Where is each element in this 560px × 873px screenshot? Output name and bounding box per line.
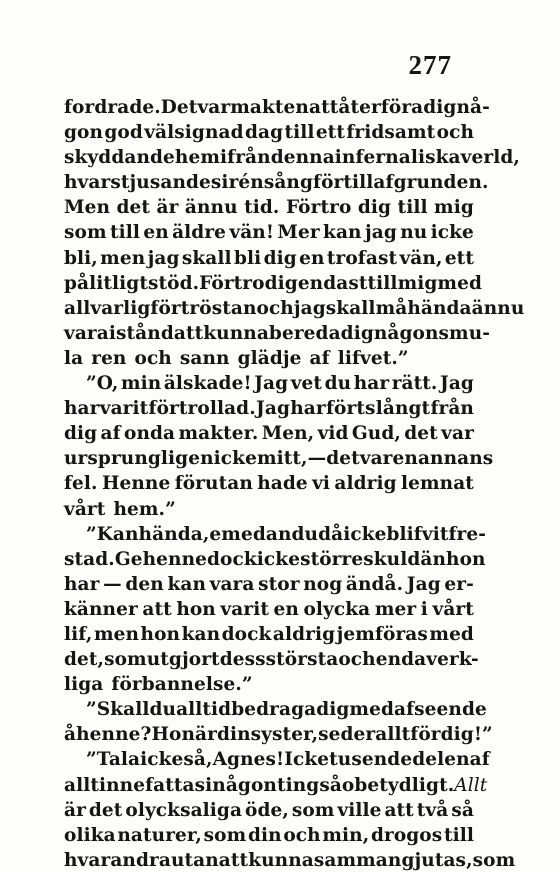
text-line: allvarlig förtröstan och jag skall måhända ännu <box>64 297 525 319</box>
page-number: 277 <box>408 50 452 80</box>
text-line: lif, men hon kan dock aldrig jemföras med <box>64 623 474 645</box>
text-line: känner att hon varit en olycka mer i vårt <box>64 598 474 620</box>
text-line: ”O, min älskade! Jag vet du har rätt. Jag <box>86 373 474 395</box>
text-line: Men det är ännu tid. Förtro dig till mig <box>64 197 474 219</box>
text-line: skyddande hem ifrån denna infernaliska verld, <box>64 147 520 169</box>
text-line: vårt hem.” <box>64 498 176 520</box>
text-line: har varit förtrollad. Jag har förts långt från <box>64 398 474 420</box>
text-line: olika naturer, som din och min, drogos till <box>64 824 474 846</box>
text-line: la ren och sann glädje af lifvet.” <box>64 347 409 369</box>
text-line: å henne? Hon är din syster, se der allt för dig!” <box>64 724 493 746</box>
text-line: ”Skall du alltid bedraga dig med afseende <box>86 699 487 721</box>
text-line: allt innefattas i någonting så obetydligt. Allt <box>64 774 488 796</box>
text-line: bli, men jag skall bli dig en trofast vän, ett <box>64 247 474 269</box>
text-line: är det olycksaliga öde, som ville att två så <box>64 799 474 821</box>
text-line: pålitligt stöd. Förtro dig endast till mig med <box>64 272 482 294</box>
text-line: det, som utgjort dess största och enda verk- <box>64 649 479 671</box>
text-line: stad. Ge henne dock icke större skuld än hon <box>64 548 486 570</box>
text-line: ursprungligen icke mitt, — det var en annans <box>64 448 494 470</box>
text-line: liga förbannelse.” <box>64 674 253 696</box>
text-line: ”Tala icke så, Agnes! Icke tusendedelen af <box>86 749 490 771</box>
text-line: fel. Henne förutan hade vi aldrig lemnat <box>64 473 474 495</box>
text-line: dig af onda makter. Men, vid Gud, det var <box>64 423 474 445</box>
text-line: fordrade. Det var makten att återföra dig nå- <box>64 97 490 118</box>
text-line: gon god välsignad dag till ett fridsamt och <box>64 122 474 144</box>
text-line: som till en äldre vän! Mer kan jag nu icke <box>64 222 474 244</box>
text-line: vara i stånd att kunna bereda dig någon smu- <box>64 322 491 344</box>
text-line: hvars tjusande sirénsång för till afgrunden. <box>64 172 489 194</box>
text-line: ”Kanhända, emedan du då icke blifvit fre- <box>86 523 487 545</box>
text-line: har — den kan vara stor nog ändå. Jag er- <box>64 573 474 595</box>
body-text <box>64 95 525 873</box>
text-line: hvarandra utan att kunna sammangjutas, som <box>64 849 516 871</box>
